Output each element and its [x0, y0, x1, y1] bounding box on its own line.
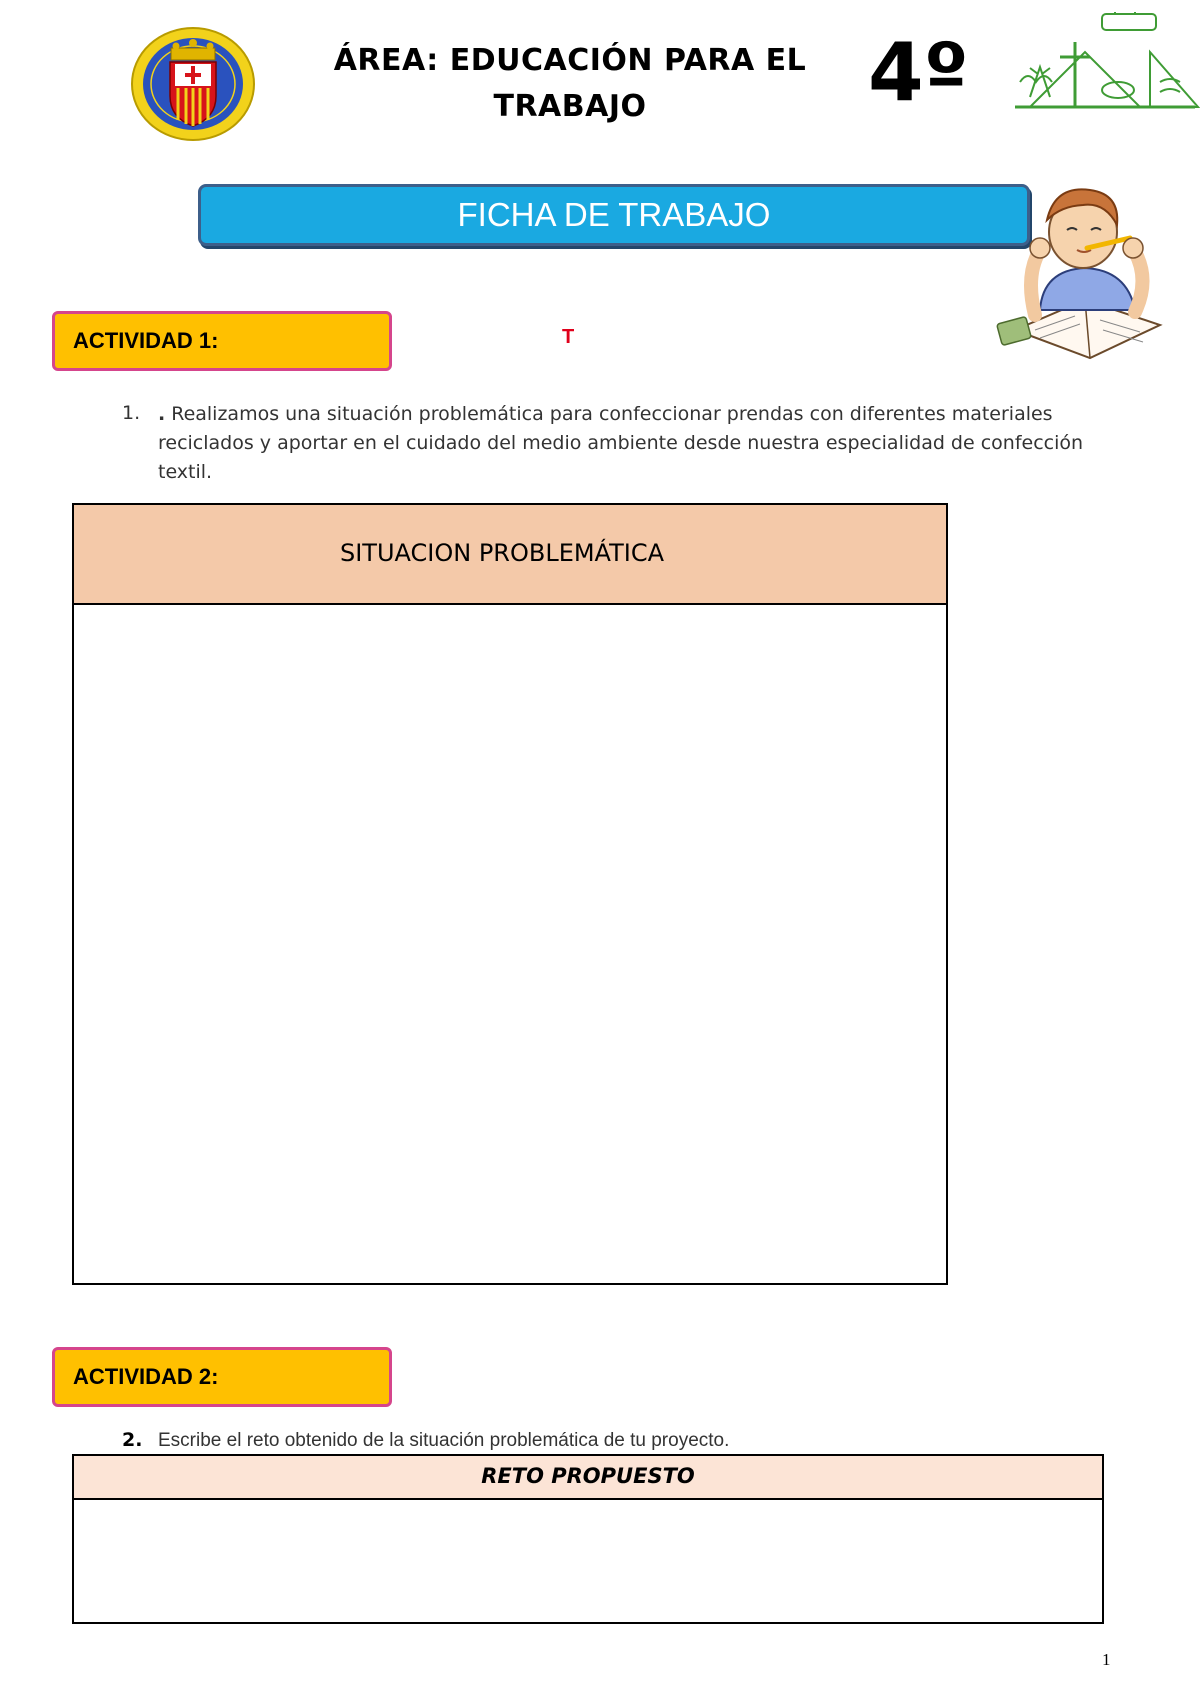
- area-title: ÁREA: EDUCACIÓN PARA EL TRABAJO: [333, 43, 807, 124]
- item-1-text: Realizamos una situación problemática para confeccionar prendas con diferentes materiales reciclados y aportar en el cuidado del medio ambiente desde nuestra especialidad de confección textil.: [158, 403, 1084, 483]
- religious-emblem-icon: [1010, 12, 1200, 112]
- item-1-instruction: [158, 400, 1138, 487]
- school-crest-icon: [130, 26, 256, 142]
- red-marker-text: T: [562, 326, 575, 348]
- situacion-problematica-box: [72, 503, 948, 1285]
- item-1-number: 1.: [122, 402, 141, 424]
- ficha-de-trabajo-banner: FICHA DE TRABAJO: [198, 184, 1030, 246]
- activity-1-badge: ACTIVIDAD 1:: [52, 311, 392, 371]
- item-2-number: 2.: [122, 1429, 143, 1451]
- item-2-instruction: Escribe el reto obtenido de la situación problemática de tu proyecto.: [158, 1430, 730, 1451]
- reto-propuesto-box: [72, 1454, 1104, 1624]
- page-number: 1: [1102, 1650, 1111, 1669]
- reto-propuesto-answer-area[interactable]: [74, 1500, 1102, 1624]
- reto-propuesto-header: RETO PROPUESTO: [74, 1456, 1102, 1500]
- grade-label: 4º: [868, 26, 969, 119]
- student-studying-icon: [995, 180, 1170, 365]
- situacion-problematica-answer-area[interactable]: [74, 605, 946, 1285]
- item-1-bullet: .: [158, 403, 166, 425]
- activity-2-badge: ACTIVIDAD 2:: [52, 1347, 392, 1407]
- situacion-problematica-header: SITUACION PROBLEMÁTICA: [74, 505, 946, 605]
